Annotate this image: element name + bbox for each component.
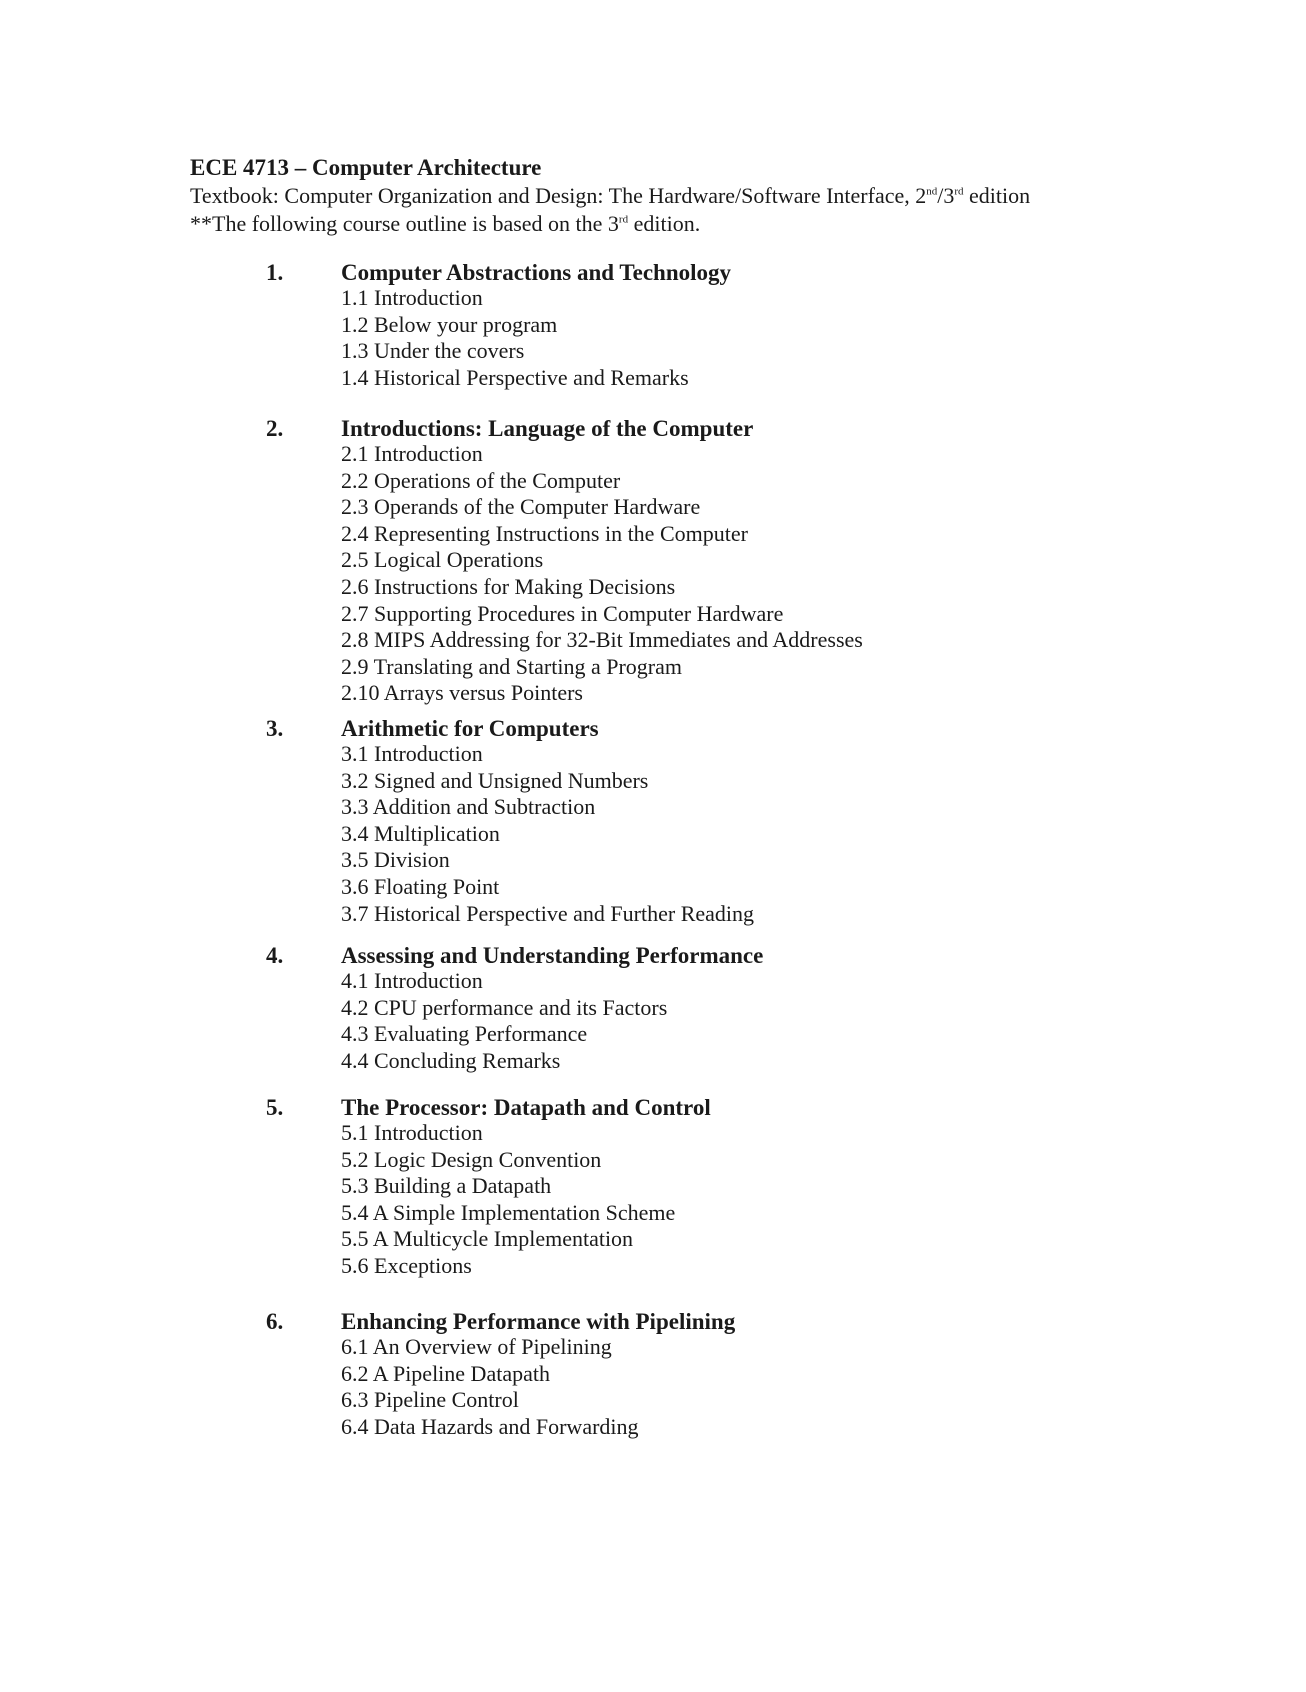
section-item: 3.1 Introduction	[341, 741, 483, 766]
chapter-number: 6.	[266, 1309, 284, 1334]
textbook-text-mid: /3	[937, 183, 955, 208]
section-list	[341, 1120, 675, 1280]
section-item: 3.6 Floating Point	[341, 873, 500, 899]
chapter-title: The Processor: Datapath and Control	[341, 1095, 711, 1120]
section-item: 2.2 Operations of the Computer	[341, 467, 621, 493]
section-item: 2.5 Logical Operations	[341, 547, 544, 573]
section-item: 3.2 Signed and Unsigned Numbers	[341, 767, 649, 793]
section-item: 5.3 Building a Datapath	[341, 1173, 552, 1199]
section-item: 6.4 Data Hazards and Forwarding	[341, 1413, 639, 1439]
textbook-sup-rd: rd	[954, 185, 964, 198]
section-item: 5.6 Exceptions	[341, 1252, 472, 1278]
section-list	[341, 741, 754, 927]
section-item: 1.1 Introduction	[341, 285, 483, 310]
section-item: 6.2 A Pipeline Datapath	[341, 1360, 550, 1386]
textbook-text: Textbook: Computer Organization and Design: The Hardware/Software Interface, 2	[190, 183, 927, 208]
section-item: 1.3 Under the covers	[341, 338, 525, 364]
chapter-number: 3.	[266, 716, 284, 741]
section-list	[341, 285, 689, 391]
textbook-sup-nd: nd	[926, 185, 938, 198]
section-list	[341, 441, 863, 707]
section-item: 2.7 Supporting Procedures in Computer Hardware	[341, 600, 784, 626]
section-item: 3.3 Addition and Subtraction	[341, 794, 596, 820]
chapter-number: 2.	[266, 416, 284, 441]
section-list	[341, 1334, 639, 1440]
chapter-number: 1.	[266, 260, 284, 285]
section-item: 6.1 An Overview of Pipelining	[341, 1334, 612, 1359]
chapter-title: Introductions: Language of the Computer	[341, 416, 754, 441]
section-item: 5.5 A Multicycle Implementation	[341, 1226, 634, 1252]
section-item: 2.10 Arrays versus Pointers	[341, 680, 583, 706]
section-item: 3.5 Division	[341, 847, 450, 873]
section-item: 5.2 Logic Design Convention	[341, 1146, 602, 1172]
section-item: 2.1 Introduction	[341, 441, 483, 466]
section-item: 4.3 Evaluating Performance	[341, 1021, 588, 1047]
section-item: 5.1 Introduction	[341, 1120, 483, 1145]
section-item: 4.4 Concluding Remarks	[341, 1047, 561, 1073]
section-item: 6.3 Pipeline Control	[341, 1387, 519, 1413]
chapter-title: Arithmetic for Computers	[341, 716, 599, 741]
section-item: 2.9 Translating and Starting a Program	[341, 653, 682, 679]
section-item: 1.2 Below your program	[341, 311, 558, 337]
chapter-title: Computer Abstractions and Technology	[341, 260, 732, 285]
note-text-end: edition.	[628, 211, 701, 236]
chapter-number: 4.	[266, 943, 284, 968]
chapter-title: Assessing and Understanding Performance	[341, 943, 764, 968]
section-item: 1.4 Historical Perspective and Remarks	[341, 364, 689, 390]
section-item: 2.3 Operands of the Computer Hardware	[341, 494, 701, 520]
chapter-title: Enhancing Performance with Pipelining	[341, 1309, 736, 1334]
section-item: 3.4 Multiplication	[341, 820, 500, 846]
section-item: 3.7 Historical Perspective and Further Reading	[341, 900, 755, 926]
note-text: **The following course outline is based on the 3	[190, 211, 619, 236]
section-item: 5.4 A Simple Implementation Scheme	[341, 1199, 676, 1225]
textbook-text-end: edition	[963, 183, 1031, 208]
section-item: 2.6 Instructions for Making Decisions	[341, 573, 676, 599]
note-sup-rd: rd	[618, 213, 629, 226]
section-list	[341, 968, 667, 1074]
section-item: 2.8 MIPS Addressing for 32-Bit Immediates and Addresses	[341, 627, 863, 653]
section-item: 2.4 Representing Instructions in the Computer	[341, 520, 748, 546]
section-item: 4.2 CPU performance and its Factors	[341, 994, 668, 1020]
section-item: 4.1 Introduction	[341, 968, 483, 993]
chapter-number: 5.	[266, 1095, 284, 1120]
course-title: ECE 4713 – Computer Architecture	[190, 155, 542, 180]
